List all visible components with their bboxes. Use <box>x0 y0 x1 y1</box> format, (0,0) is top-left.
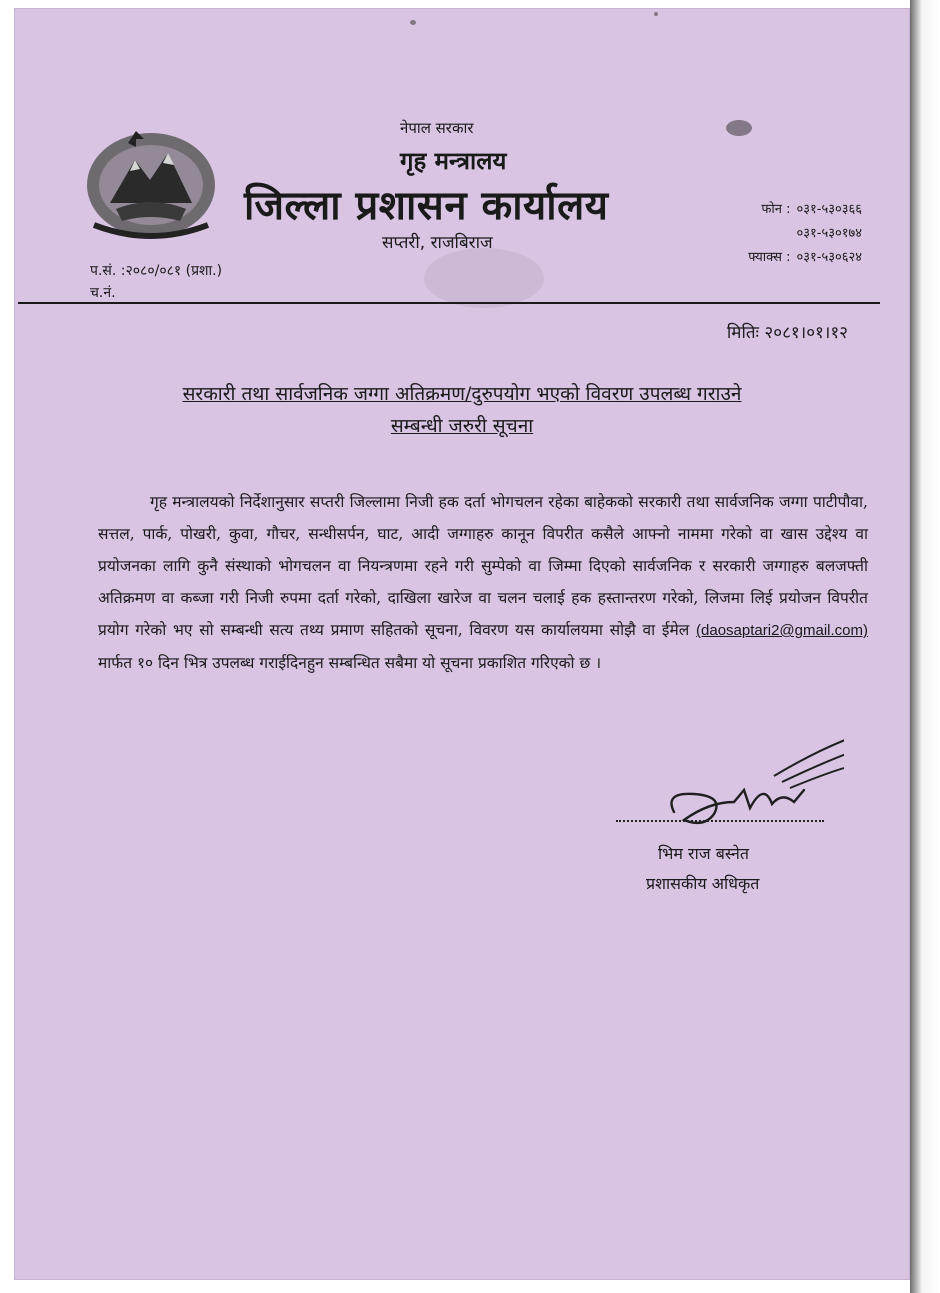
phone-line-2 <box>748 222 862 246</box>
reference-block <box>90 260 222 304</box>
phone-line-1 <box>748 198 862 222</box>
scan-edge <box>910 0 940 1293</box>
email-link[interactable]: (daosaptari2@gmail.com) <box>696 622 868 639</box>
notice-title-line-2: सम्बन्धी जरुरी सूचना <box>390 415 534 437</box>
government-label: नेपाल सरकार <box>400 119 474 137</box>
phone-number-2: ०३१-५३०१७४ <box>796 226 862 241</box>
notice-body <box>98 486 868 679</box>
signatory-name: भिम राज बस्नेत <box>658 844 749 863</box>
body-text-before-email: गृह मन्त्रालयको निर्देशानुसार सप्तरी जिल्लामा निजी हक दर्ता भोगचलन रहेका बाहेकको सरकारी तथा सार्वजनिक जग्गा पाटीपौवा, सत्तल, पार्क, पोखरी, कुवा, गौचर, सन्धीसर्पन, घाट, आदी जग्गाहरु कानून विपरीत कसैले आफ्नो नाममा गरेको वा खास उद्देश्य वा प्रयोजनका लागि कुनै संस्थाको भोगचलन वा नियन्त्रणमा रहने गरी सुम्पेको वा जिम्मा दिएको सार्वजनिक र सरकारी जग्गाहरु बलजफ्ती अतिक्रमण वा कब्जा गरी निजी रुपमा दर्ता गरेको, दाखिला खारेज वा चलन चलाई हक हस्तान्तरण गरेको, लिजमा लिई प्रयोजन विपरीत प्रयोग गरेको भए सो सम्बन्धी सत्य तथ्य प्रमाण सहितको सूचना, विवरण यस कार्यालयमा सोझै वा ईमेल <box>98 493 868 639</box>
fax-number: ०३१-५३०६२४ <box>796 250 862 265</box>
notice-date: मितिः २०८१।०१।१२ <box>726 323 848 343</box>
contact-block <box>748 198 862 270</box>
signature-dotted-line <box>616 820 824 822</box>
stamp-smudge <box>424 248 544 308</box>
phone-label: फोन : <box>761 202 791 217</box>
notice-title-line-1: सरकारी तथा सार्वजनिक जग्गा अतिक्रमण/दुरुपयोग भएको विवरण उपलब्ध गराउने <box>182 383 742 405</box>
scan-speck <box>726 120 752 136</box>
scan-speck <box>654 12 658 16</box>
signatory-title: प्रशासकीय अधिकृत <box>646 874 760 893</box>
fax-label: फ्याक्स : <box>748 250 791 265</box>
reference-number: प.सं. :२०८०/०८१ (प्रशा.) <box>90 263 223 279</box>
fax-line <box>748 246 862 270</box>
signature-icon <box>654 732 844 832</box>
nepal-emblem-icon <box>80 125 222 243</box>
header-divider <box>18 302 880 304</box>
notice-page <box>14 8 910 1280</box>
dispatch-number: च.नं. <box>90 285 116 301</box>
ministry-title: गृह मन्त्रालय <box>400 147 507 175</box>
notice-title <box>14 378 910 442</box>
office-location: सप्तरी, राजबिराज <box>382 233 493 253</box>
body-text-after-email: मार्फत १० दिन भित्र उपलब्ध गराईदिनहुन सम्बन्धित सबैमा यो सूचना प्रकाशित गरिएको छ । <box>98 654 602 672</box>
office-title: जिल्ला प्रशासन कार्यालय <box>244 183 609 229</box>
phone-number-1: ०३१-५३०३६६ <box>796 202 862 217</box>
scan-speck <box>410 20 416 25</box>
